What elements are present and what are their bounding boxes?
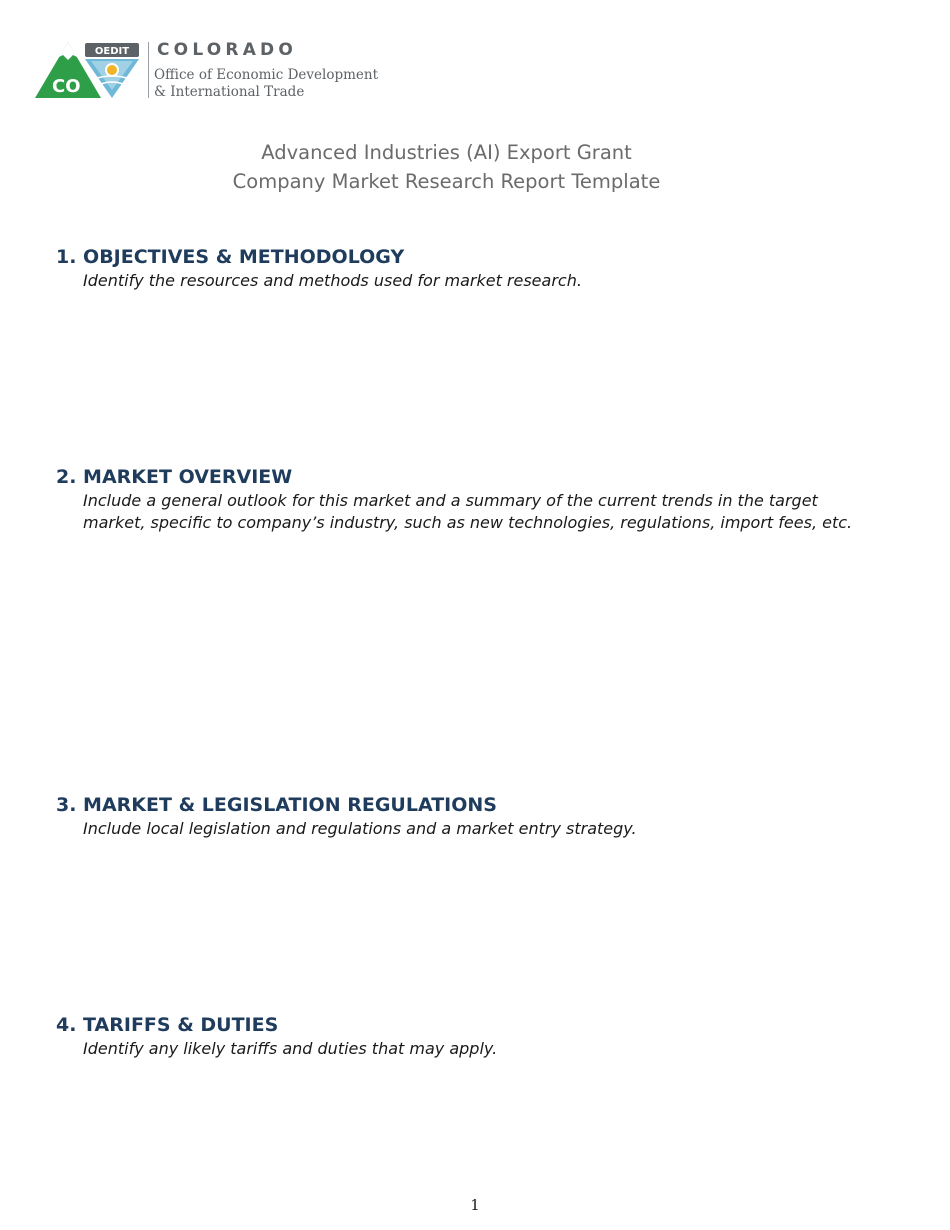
logo-subtitle-line1: Office of Economic Development	[154, 67, 378, 83]
logo-subtitle	[154, 67, 378, 101]
section-heading: 2. MARKET OVERVIEW	[56, 466, 293, 488]
section-objectives-methodology	[56, 245, 876, 292]
document-title	[0, 138, 893, 196]
section-market-overview	[56, 465, 876, 534]
document-title-line2: Company Market Research Report Template	[232, 170, 661, 193]
section-instructions: Include local legislation and regulations and a market entry strategy.	[83, 819, 637, 838]
logo-badge-text: OEDIT	[94, 46, 130, 57]
logo-subtitle-line2: & International Trade	[154, 84, 305, 100]
logo-divider	[148, 42, 149, 98]
oedit-logo	[35, 40, 395, 102]
section-instructions: Include a general outlook for this market and a summary of the current trends in the target market, specific to company’s industry, such as new technologies, regulations, import fees, etc.	[83, 491, 853, 532]
section-market-legislation-regulations	[56, 793, 876, 840]
section-instructions: Identify the resources and methods used for market research.	[83, 271, 582, 290]
page-number: 1	[470, 1196, 480, 1214]
colorado-mountain-logo-icon	[35, 40, 145, 102]
section-heading: 1. OBJECTIVES & METHODOLOGY	[56, 246, 405, 268]
section-heading: 4. TARIFFS & DUTIES	[56, 1014, 279, 1036]
logo-co-text: CO	[52, 76, 81, 97]
logo-wordmark: COLORADO	[157, 40, 298, 60]
section-instructions: Identify any likely tariffs and duties that may apply.	[83, 1039, 498, 1058]
section-heading: 3. MARKET & LEGISLATION REGULATIONS	[56, 794, 497, 816]
section-tariffs-duties	[56, 1013, 876, 1060]
document-title-line1: Advanced Industries (AI) Export Grant	[261, 141, 632, 164]
